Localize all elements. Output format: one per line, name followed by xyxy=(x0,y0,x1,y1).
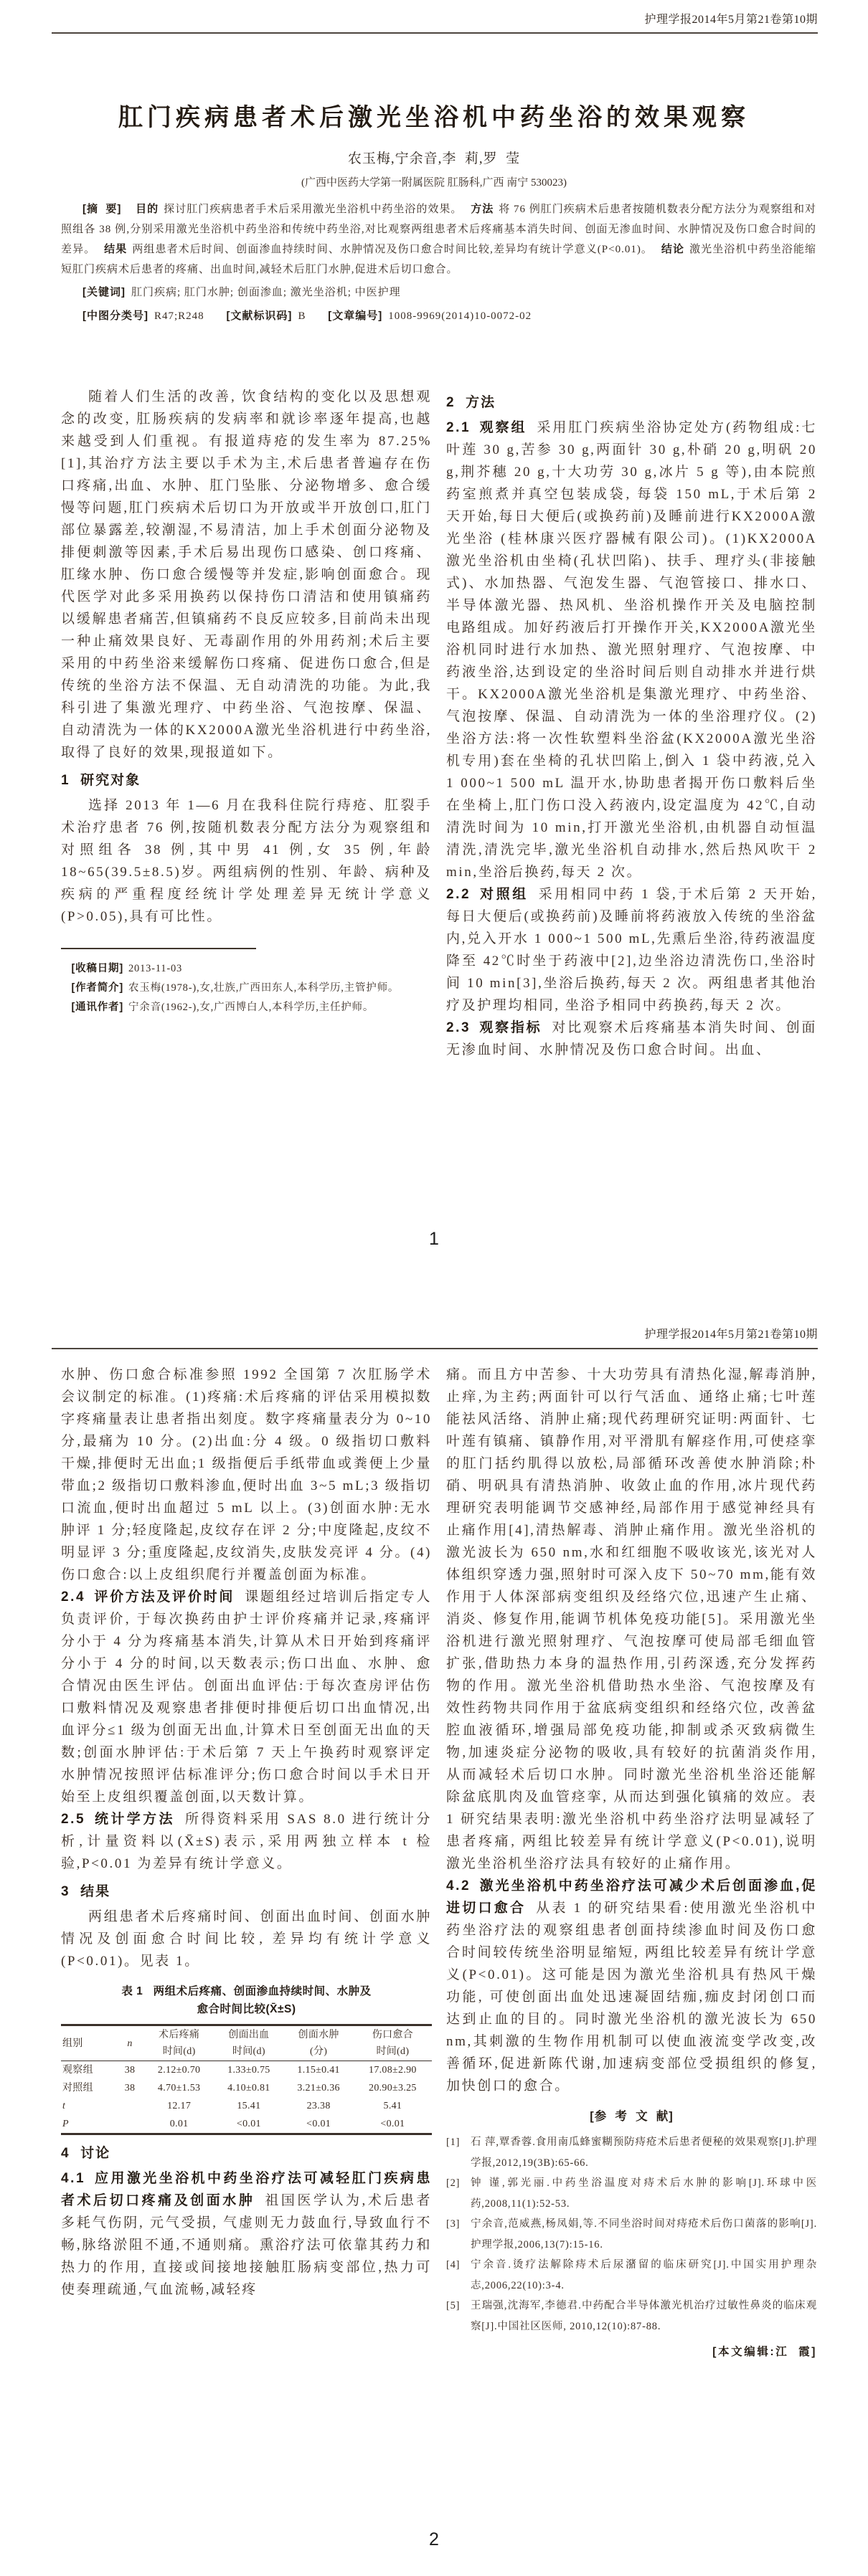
table-1-header-bleeding: 创面出血 时间(d) xyxy=(228,2030,270,2057)
table-1-grid xyxy=(61,2024,432,2135)
keywords-text: 肛门疾病; 肛门水肿; 创面渗血; 激光坐浴机; 中医护理 xyxy=(131,287,401,298)
reference-text: 宁余音,范威燕,杨凤娟,等.不同坐浴时间对痔疮术后伤口菌落的影响[J].护理学报,2006,13(7):15-16. xyxy=(471,2218,817,2251)
abstract-paragraph xyxy=(61,199,816,280)
section2-5-text: 所得资料采用 SAS 8.0 进行统计分析,计量资料以(X̄±S)表示,采用两独立样本 t 检验,P<0.01 为差异有统计学意义。 xyxy=(61,1812,432,1871)
footnote-author-label: [作者简介] xyxy=(71,982,123,994)
page2-left-column xyxy=(61,1364,432,2527)
footnote-author-bio xyxy=(61,979,432,998)
section2-5-paragraph xyxy=(61,1808,432,1875)
affiliation: (广西中医药大学第一附属医院 肛肠科,广西 南宁 530023) xyxy=(301,177,567,189)
abstract-block xyxy=(61,199,816,326)
section2-4-paragraph xyxy=(61,1586,432,1808)
table-1-header-healing: 伤口愈合 时间(d) xyxy=(372,2030,413,2057)
reference-number: [1] xyxy=(446,2137,461,2148)
reference-item xyxy=(446,2255,817,2296)
table-1-title-line1: 表 1 两组术后疼痛、创面渗血持续时间、水肿及 xyxy=(121,1985,372,1997)
intro-paragraph: 随着人们生活的改善, 饮食结构的变化以及思想观念的改变, 肛肠疾病的发病率和就诊率逐年提高,也越来越受到人们重视。有报道痔疮的发生率为 87.25%[1],其治疗方法主要以手术为主,术后患者普遍存在伤口疼痛,出血、水肿、肛门坠胀、分泌物增多、愈合缓慢等问题,肛门疾病术后切口为开放或半开放创口,肛门部位暴露差,较潮湿,不易清洁, 加上手术创面分泌物及排便刺激等因素,手术后易出现伤口感染、创口疼痛、肛缘水肿、伤口愈合缓慢等并发症,影响创面愈合。现代医学对此多采用换药以保持伤口清洁和使用镇痛药以缓解患者痛苦,但镇痛药不良反应较多,目前尚未出现一种止痛效果良好、无毒副作用的外用药剂;术后主要采用的中药坐浴来缓解伤口疼痛、促进伤口愈合,但是传统的坐浴方法不保温、无自动清洗的功能。为此,我科引进了集激光理疗、中药坐浴、气泡按摩、保温、自动清洗为一体的KX2000A激光坐浴机进行中药坐浴,取得了良好的效果,现报道如下。 xyxy=(61,389,432,760)
keywords-line xyxy=(61,282,816,303)
section2-5-label: 统计学方法 xyxy=(94,1812,175,1827)
page1-right-column xyxy=(446,386,817,1228)
reference-text: 宁余音.烫疗法解除痔术后尿潴留的临床研究[J].中国实用护理杂志,2006,22(10):3-4. xyxy=(471,2259,817,2291)
section1-heading: 1 研究对象 xyxy=(61,773,141,788)
section4-heading: 4 讨论 xyxy=(61,2146,111,2161)
discussion-continuation-paragraph: 痛。而且方中苦参、十大功劳具有清热化湿,解毒消肿,止痒,为主药;两面针可以行气活血、通络止痛;七叶莲能祛风活络、消肿止痛;现代药理研究证明:两面针、七叶莲有镇痛、镇静作用,对平滑肌有解痉作用,可使痉挛的肛门括约肌得以放松,局部循环改善使水肿消除;朴硝、明矾具有清热消肿、收敛止血的作用,冰片现代药理研究表明能调节交感神经,局部作用于感觉神经具有止痛作用[4],清热解毒、消肿止痛作用。激光坐浴机的激光波长为 650 nm,水和红细胞不吸收该光,该光对人体组织穿透力强,照射时可深入皮下 50~70 mm,能有效作用于人体深部病变组织及经络穴位,迅速产生止痛、消炎、修复作用,能调节机体免疫功能[5]。采用激光坐浴机进行激光照射理疗、气泡按摩可使局部毛细血管扩张,借助热力本身的温热作用,引药深透,充分发挥药物的作用。激光坐浴机借助热水坐浴、气泡按摩及有效性药物共同作用于盆底病变组织和经络穴位, 改善盆腔血液循环,增强局部免疫功能,抑制或杀灭致病微生物,加速炎症分泌物的吸收,具有较好的抗菌消炎作用,从而减轻术后切口水肿。同时激光坐浴机坐浴还能解除盆底肌肉及血管痉挛, 从而达到强化镇痛的效应。表 1 研究结果表明:激光坐浴机中药坐浴疗法明显减轻了患者疼痛, 两组比较差异有统计学意义(P<0.01),说明激光坐浴机坐浴疗法具有较好的止痛作用。 xyxy=(446,1367,817,1871)
section2-5-number: 2.5 xyxy=(61,1812,86,1827)
section4-2-text: 从表 1 的研究结果看:使用激光坐浴机中药坐浴疗法的观察组患者创面持续渗血时间及伤口愈合时间较传统坐浴明显缩短, 两组比较差异有统计学意义(P<0.01)。这可能是因为激光坐浴机具有热风干燥功能, 可使创面出血处迅速凝固结痂,痂皮封闭创口而达到止血的目的。同时激光坐浴机的激光波长为 650 nm,其刺激的生物作用机制可以使血液流变学改变,改善循环,促进新陈代谢,加速病变部位受损组织的修复,加快创口的愈合。 xyxy=(446,1901,817,2093)
journal-header-page2: 护理学报2014年5月第21卷第10期 xyxy=(644,1329,818,1341)
section2-3-label: 观察指标 xyxy=(479,1020,542,1035)
article-id-label: [文章编号] xyxy=(328,309,383,322)
section2-2-number: 2.2 xyxy=(446,887,471,902)
section4-2-label: 激光坐浴机中药坐浴疗法可减少术后创面渗血,促进切口愈合 xyxy=(446,1878,817,1916)
keywords-label: [关键词] xyxy=(82,286,126,298)
page2-right-column xyxy=(446,1364,817,2527)
abstract-conclusion-text: 激光坐浴机中药坐浴能缩短肛门疾病术后患者的疼痛、出血时间,减轻术后肛门水肿,促进术后切口愈合。 xyxy=(61,244,816,275)
footnote-corresponding-label: [通讯作者] xyxy=(71,1002,123,1013)
section3-paragraph: 两组患者术后疼痛时间、创面出血时间、创面水肿情况及创面愈合时间比较, 差异均有统计学意义(P<0.01)。见表 1。 xyxy=(61,1909,432,1969)
author-list: 农玉梅,宁余音,李 莉,罗 莹 xyxy=(347,151,521,166)
abstract-results-text: 两组患者术后时间、创面渗血持续时间、水肿情况及伤口愈合时间比较,差异均有统计学意义(P<0.01)。 xyxy=(132,244,654,255)
abstract-objective-text: 探讨肛门疾病患者手术后采用激光坐浴机中药坐浴的效果。 xyxy=(164,204,463,215)
section2-1-number: 2.1 xyxy=(446,420,471,435)
section4-2-number: 4.2 xyxy=(446,1878,471,1893)
table-1-row-p: P 0.01 <0.01 <0.01 <0.01 xyxy=(62,2119,405,2129)
doc-code-value: B xyxy=(298,310,306,322)
reference-text: 石 萍,覃香蓉.食用南瓜蜂蜜糊预防痔疮术后患者便秘的效果观察[J].护理学报,2012,19(3B):65-66. xyxy=(471,2137,817,2169)
references-heading: [参 考 文 献] xyxy=(590,2110,674,2123)
abstract-results-label: 结果 xyxy=(104,243,128,255)
reference-item xyxy=(446,2132,817,2173)
table-1-header-edema: 创面水肿 (分) xyxy=(298,2030,339,2057)
criteria-continuation-paragraph: 水肿、伤口愈合标准参照 1992 全国第 7 次肛肠学术会议制定的标准。(1)疼痛:术后疼痛的评估采用模拟数字疼痛量表让患者指出刻度。数字疼痛量表分为 0~10 分,最痛为 10 分。(2)出血:分 4 级。0 级指切口敷料干燥,排便时无出血;1 级指便后手纸带血或粪便上少量带血;2 级指切口敷料渗血,便时出血 3~5 mL;3 级指切口流血,便时出血超过 5 mL 以上。(3)创面水肿:无水肿评 1 分;轻度隆起,皮纹存在评 2 分;中度隆起,皮纹不明显评 3 分;重度隆起,皮纹消失,皮肤发亮评 4 分。(4)伤口愈合:以上皮组织爬行并覆盖创面为标准。 xyxy=(61,1367,432,1582)
section2-3-paragraph xyxy=(446,1017,817,1061)
section2-2-label: 对照组 xyxy=(479,887,529,902)
section1-paragraph: 选择 2013 年 1—6 月在我科住院行痔疮、肛裂手术治疗患者 76 例,按随机数表分配方法分为观察组和对照组各 38 例,其中男 41 例,女 35 例,年龄18~65(39.5±8.5)岁。两组病例的性别、年龄、病种及疾病的严重程度经统计学处理差异无统计学意义(P>0.05),具有可比性。 xyxy=(61,798,432,924)
page-number-2: 2 xyxy=(429,2529,439,2549)
table-1-title-line2: 愈合时间比较(X̄±S) xyxy=(197,2003,296,2015)
table-1-header-n: n xyxy=(127,2038,133,2049)
article-id-value: 1008-9969(2014)10-0072-02 xyxy=(388,310,532,322)
reference-text: 王瑞强,沈海军,李德君.中药配合半导体激光机治疗过敏性鼻炎的临床观察[J].中国社区医师, 2010,12(10):87-88. xyxy=(471,2300,817,2332)
reference-item xyxy=(446,2214,817,2255)
abstract-objective-label: 目的 xyxy=(136,203,159,215)
footnote-received xyxy=(61,959,432,979)
reference-number: [3] xyxy=(446,2218,461,2230)
section4-1-paragraph xyxy=(61,2167,432,2301)
footnote-corresponding xyxy=(61,998,432,1017)
section2-2-paragraph xyxy=(446,883,817,1017)
clc-value: R47;R248 xyxy=(154,310,204,322)
abstract-label: [摘 要] xyxy=(82,203,122,215)
reference-text: 钟 谨,郭光丽.中药坐浴温度对痔术后水肿的影响[J].环球中医药,2008,11(1):52-53. xyxy=(471,2177,817,2210)
footnote-received-value: 2013-11-03 xyxy=(128,963,183,974)
article-title: 肛门疾病患者术后激光坐浴机中药坐浴的效果观察 xyxy=(118,105,750,131)
section2-3-text: 对比观察术后疼痛基本消失时间、创面无渗血时间、水肿情况及伤口愈合时间。出血、 xyxy=(446,1020,817,1058)
editor-note: [本文编辑:江 霞] xyxy=(712,2346,817,2358)
reference-number: [4] xyxy=(446,2259,461,2271)
table-1-row-control: 对照组 38 4.70±1.53 4.10±0.81 3.21±0.36 20.90±3.25 xyxy=(62,2083,417,2093)
reference-item xyxy=(446,2296,817,2337)
page1-left-column xyxy=(61,386,432,1228)
reference-number: [5] xyxy=(446,2300,461,2311)
clc-label: [中图分类号] xyxy=(82,309,148,322)
section2-4-number: 2.4 xyxy=(61,1589,86,1605)
section2-3-number: 2.3 xyxy=(446,1020,471,1035)
table-1-header-pain: 术后疼痛 时间(d) xyxy=(159,2030,200,2057)
footnote-rule xyxy=(61,948,256,949)
doc-code-label: [文献标识码] xyxy=(226,309,293,322)
section4-1-label: 应用激光坐浴机中药坐浴疗法可减轻肛门疾病患者术后切口疼痛及创面水肿 xyxy=(61,2171,432,2208)
table-1-row-observation: 观察组 38 2.12±0.70 1.33±0.75 1.15±0.41 17.08±2.90 xyxy=(62,2065,417,2076)
footnote-received-label: [收稿日期] xyxy=(71,963,123,974)
classification-line xyxy=(61,306,816,327)
abstract-conclusion-label: 结论 xyxy=(661,243,685,255)
section4-1-number: 4.1 xyxy=(61,2171,86,2186)
section2-4-label: 评价方法及评价时间 xyxy=(94,1589,235,1605)
section2-1-text: 采用肛门疾病坐浴协定处方(药物组成:七叶莲 30 g,苦参 30 g,两面针 30 g,朴硝 20 g,明矾 20 g,荆芥穗 20 g,十大功劳 30 g,冰片 5 g 等),由本院煎药室煎煮并真空包装成袋, 每袋 150 mL,于术后第 2 天开始,每日大便后(或换药前)及睡前进行KX2000A激光坐浴 (桂林康兴医疗器械有限公司)。(1)KX2000A激光坐浴机由坐椅(孔状凹陷)、扶手、理疗头(非接触式)、水加热器、气泡发生器、气泡管接口、排水口、半导体激光器、热风机、坐浴机操作开关及电脑控制电路组成。加好药液后打开操作开关,KX2000A激光坐浴机同时进行水加热、激光照射理疗、气泡按摩、中药液坐浴,达到设定的坐浴时间后则自动排水并进行烘干。KX2000A激光坐浴机是集激光理疗、中药坐浴、气泡按摩、保温、自动清洗为一体的坐浴理疗仪。(2)坐浴方法:将一次性软塑料坐浴盆(KX2000A激光坐浴机专用)套在坐椅的孔状凹陷上,倒入 1 袋中药液,兑入 1 000~1 500 mL 温开水,协助患者揭开伤口敷料后坐在坐椅上,肛门伤口没入药液内,设定温度为 42℃,自动清洗时间为 10 min,打开激光坐浴机,由机器自动恒温清洗,清洗完毕,激光坐浴机自动排水,然后热风吹干 2 min,坐浴后换药,每天 2 次。 xyxy=(446,420,817,880)
footnote-corresponding-value: 宁余音(1962-),女,广西博白人,本科学历,主任护师。 xyxy=(128,1002,374,1013)
section2-heading: 2 方法 xyxy=(446,395,496,410)
table-1 xyxy=(61,1982,432,2135)
footnote-block xyxy=(61,948,432,1017)
table-1-row-t: t 12.17 15.41 23.38 5.41 xyxy=(62,2101,402,2111)
section4-1-text: 祖国医学认为,术后患者多耗气伤阴, 元气受损, 气虚则无力鼓血行,导致血行不畅,脉络淤阻不通,不通则痛。熏浴疗法可依靠其药力和热力的作用, 直接或间接地接触肛肠病变部位,热力可使奏理疏通,气血流畅,减轻疼 xyxy=(61,2193,432,2297)
abstract-methods-text: 将 76 例肛门疾病术后患者按随机数表分配方法分为观察组和对照组各 38 例,分别采用激光坐浴机中药坐浴和传统中药坐浴,对比观察两组患者术后疼痛基本消失时间、创面无渗血时间、水肿情况及伤口愈合时间的差异。 xyxy=(61,204,816,255)
reference-number: [2] xyxy=(446,2177,461,2189)
section2-4-text: 课题组经过培训后指定专人负责评价, 于每次换药由护士评价疼痛并记录,疼痛评分小于 4 分为疼痛基本消失,计算从术日开始到疼痛评分小于 4 分的时间,以天数表示;伤口出血、水肿、愈合情况由医生评估。创面出血评估:于每次查房评估伤口敷料情况及观察患者排便时排便后切口出血情况,出血评分≤1 级为创面无出血,计算术日至创面无出血的天数;创面水肿评估:于术后第 7 天上午换药时观察评定水肿情况按照评估标准评分;伤口愈合时间以手术日开始至上皮组织覆盖创面,以天数计算。 xyxy=(61,1589,432,1805)
table-1-header-group: 组别 xyxy=(62,2038,83,2049)
section4-2-paragraph xyxy=(446,1875,817,2097)
section2-1-paragraph xyxy=(446,417,817,883)
table-1-header-row xyxy=(61,2025,432,2061)
section3-heading: 3 结果 xyxy=(61,1884,111,1899)
section2-2-text: 采用相同中药 1 袋,于术后第 2 天开始,每日大便后(或换药前)及睡前将药液放入传统的坐浴盆内,兑入开水 1 000~1 500 mL,先熏后坐浴,待药液温度降至 42℃时坐于药液中[2],边坐浴边清洗伤口,坐浴时间 10 min[3],坐浴后换药,每天 2 次。两组患者其他治疗及护理均相同, 坐浴予相同中药换药,每天 2 次。 xyxy=(446,887,817,1013)
reference-item xyxy=(446,2173,817,2214)
footnote-author-value: 农玉梅(1978-),女,壮族,广西田东人,本科学历,主管护师。 xyxy=(128,982,400,994)
journal-header-page1: 护理学报2014年5月第21卷第10期 xyxy=(644,14,818,26)
section2-1-label: 观察组 xyxy=(479,420,527,435)
header-rule-page1 xyxy=(52,32,818,34)
abstract-methods-label: 方法 xyxy=(471,203,494,215)
header-rule-page2 xyxy=(52,1348,818,1349)
page-number-1: 1 xyxy=(429,1229,439,1249)
